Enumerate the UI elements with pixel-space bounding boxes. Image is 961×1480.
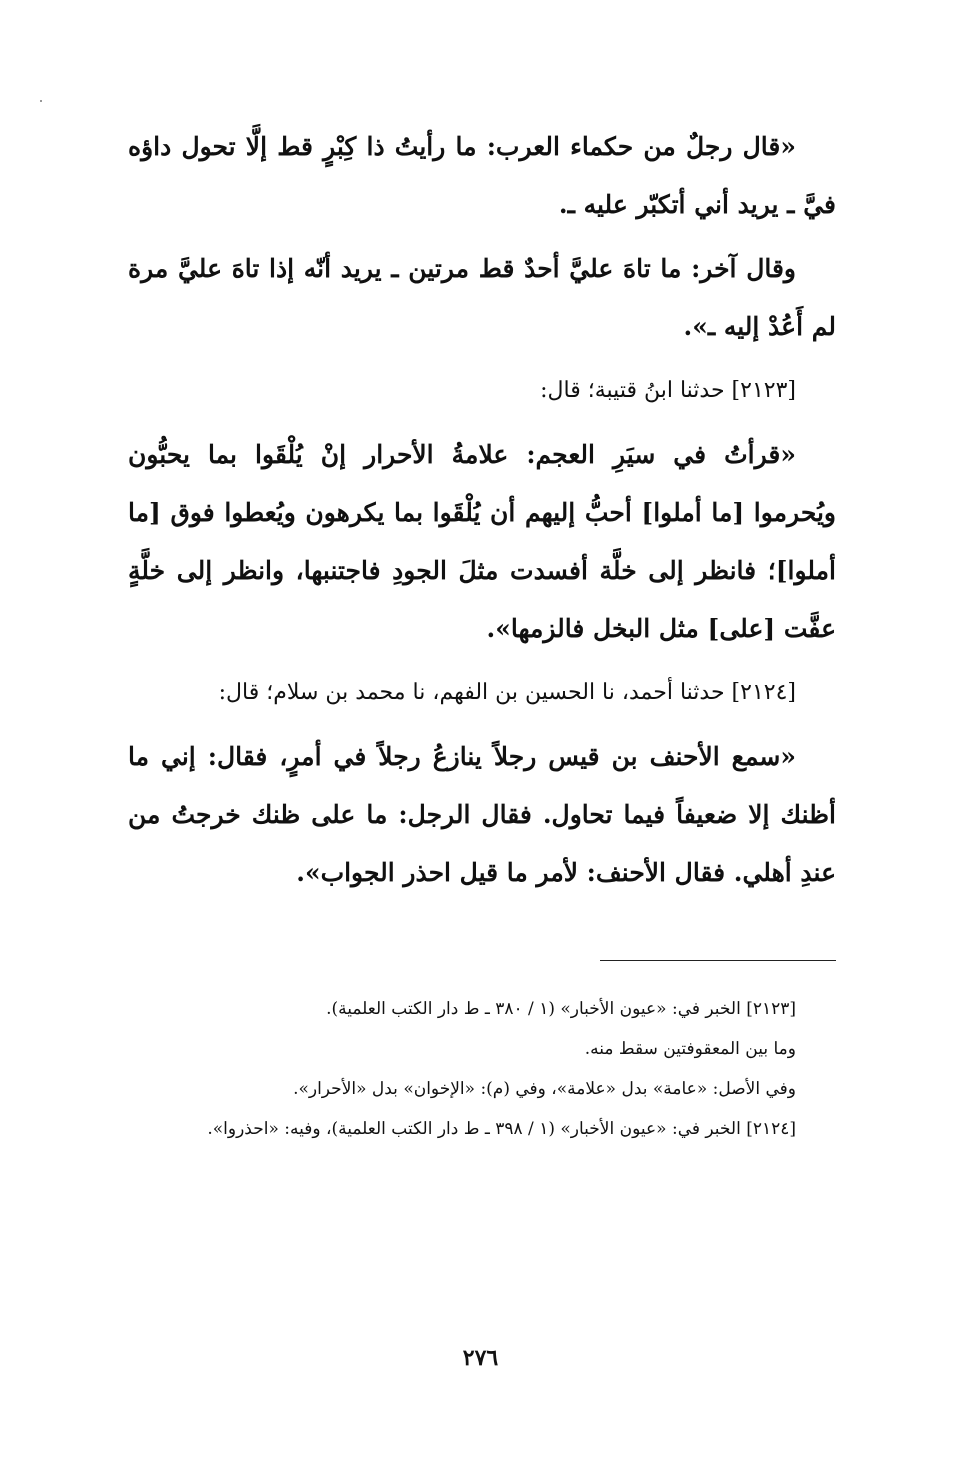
page-number: ٢٧٦ — [462, 1345, 499, 1371]
paragraph-quote-persian-biographies: «قرأتُ في سيَرِ العجم: علامةُ الأحرار إنْ يُلْقَوا بما يحبُّون ويُحرموا [ما أملوا] أحبُّ إليهم أن يُلْقَوا بما يكرهون ويُعطوا فوق [ما أملوا]؛ فانظر إلى خلَّة أفسدت مثلَ الجودِ فاجتنبها، وانظر إلى خلَّةٍ عفَّت [على] مثل البخل فالزمها». — [128, 440, 836, 643]
scan-speck — [40, 100, 42, 102]
paragraph-quote-ahnaf: «سمع الأحنف بن قيس رجلاً ينازعُ رجلاً في أمرٍ، فقال: إني ما أظنك إلا ضعيفاً فيما تحاول. فقال الرجل: ما على ظنك خرجتُ من عندِ أهلي. فقال الأحنف: لأمر ما قيل احذر الجواب». — [128, 742, 836, 887]
footnote-brackets-note: وما بين المعقوفتين سقط منه. — [584, 1039, 796, 1059]
footnote-2123: [٢١٢٣] الخبر في: «عيون الأخبار» (١ / ٣٨٠ ـ ط دار الكتب العلمية). — [326, 999, 796, 1019]
footnote-variant-note: وفي الأصل: «عامة» بدل «علامة»، وفي (م): «الإخوان» بدل «الأحرار». — [293, 1079, 796, 1099]
main-text — [128, 118, 836, 902]
footnote-2124: [٢١٢٤] الخبر في: «عيون الأخبار» (١ / ٣٩٨ ـ ط دار الكتب العلمية)، وفيه: «احذروا». — [207, 1119, 796, 1139]
footnote-separator — [600, 960, 836, 961]
paragraph-quote-another: وقال آخر: ما تاهَ عليَّ أحدٌ قط مرتين ـ يريد أنّه إذا تاهَ عليَّ مرة لم أَعُدْ إليه ـ». — [128, 254, 836, 341]
paragraph-quote-arab-sages: «قال رجلٌ من حكماء العرب: ما رأيتُ ذا كِبْرٍ قط إلَّا تحول داؤه فيَّ ـ يريد أني أتكبّر عليه ـ. — [128, 132, 836, 219]
footnotes — [128, 990, 836, 1150]
hadith-header-2123: [٢١٢٣] حدثنا ابنُ قتيبة؛ قال: — [540, 378, 796, 403]
hadith-header-2124: [٢١٢٤] حدثنا أحمد، نا الحسين بن الفهم، نا محمد بن سلام؛ قال: — [218, 680, 796, 705]
